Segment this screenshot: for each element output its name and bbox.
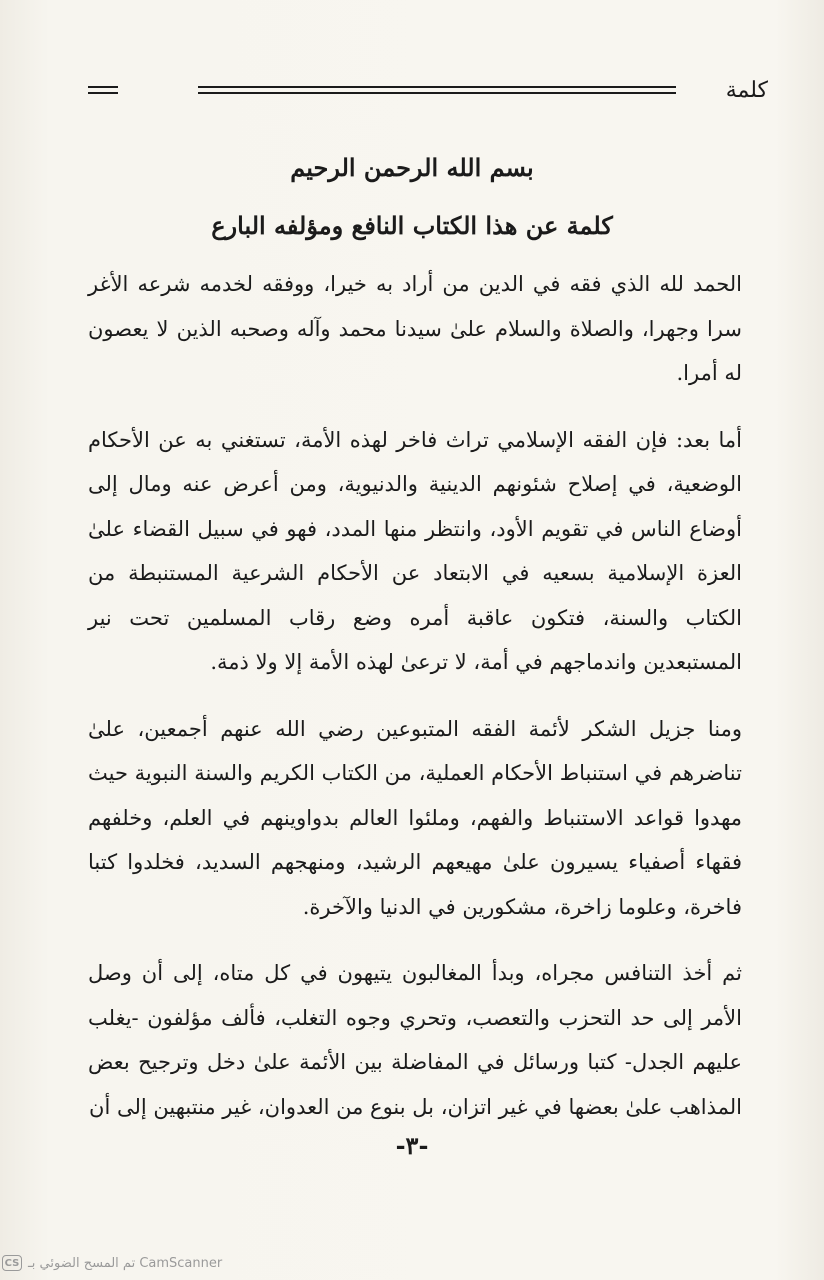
body-text [88, 262, 742, 1129]
page-number: -٣- [395, 1131, 429, 1160]
header-rule [198, 86, 676, 88]
running-title: كلمة [725, 78, 768, 103]
header-rule-end [88, 86, 118, 88]
header-rule-end [88, 92, 118, 94]
header-rule [198, 92, 676, 94]
paragraph: أما بعد: فإن الفقه الإسلامي تراث فاخر لهذه الأمة، تستغني به عن الأحكام الوضعية، في إصلاح شئونهم الدينية والدنيوية، ومن أعرض عنه ومال إلى أوضاع الناس في تقويم الأود، وانتظر منها المدد، فهو في سبيل القضاء علىٰ العزة الإسلامية بسعيه في الابتعاد عن الأحكام الشرعية المستنبطة من الكتاب والسنة، فتكون عاقبة أمره وضع رقاب المسلمين تحت نير المستبعدين واندماجهم في أمة، لا ترعىٰ لهذه الأمة إلا ولا ذمة. [88, 427, 742, 674]
watermark-text: تم المسح الضوئي بـ CamScanner [28, 1255, 223, 1271]
basmala-heading: بسم الله الرحمن الرحيم [290, 153, 534, 182]
paragraph: ثم أخذ التنافس مجراه، وبدأ المغالبون يتيهون في كل متاه، إلى أن وصل الأمر إلى حد التحزب والتعصب، وتحري وجوه التغلب، فألف مؤلفون -يغلب عليهم الجدل- كتبا ورسائل في المفاضلة بين الأئمة علىٰ دخل وترجيح بعض المذاهب علىٰ بعضها في غير اتزان، بل بنوع من العدوان، غير منتبهين إلى أن [88, 961, 742, 1119]
scanner-watermark [2, 1252, 222, 1274]
running-header [88, 76, 768, 106]
paragraph: الحمد لله الذي فقه في الدين من أراد به خيرا، ووفقه لخدمه شرعه الأغر سرا وجهرا، والصلاة والسلام علىٰ سيدنا محمد وآله وصحبه الذين لا يعصون له أمرا. [88, 272, 742, 385]
page-title: كلمة عن هذا الكتاب النافع ومؤلفه البارع [211, 211, 613, 240]
paragraph: ومنا جزيل الشكر لأئمة الفقه المتبوعين رضي الله عنهم أجمعين، علىٰ تناضرهم في استنباط الأحكام العملية، من الكتاب الكريم والسنة النبوية حيث مهدوا قواعد الاستنباط والفهم، وملئوا العالم بدواوينهم في العلم، وخلفهم فقهاء أصفياء يسيرون علىٰ مهيعهم الرشيد، ومنهجهم السديد، فخلدوا كتبا فاخرة، وعلوما زاخرة، مشكورين في الدنيا والآخرة. [88, 716, 742, 919]
camscanner-logo-icon: CS [2, 1255, 22, 1271]
